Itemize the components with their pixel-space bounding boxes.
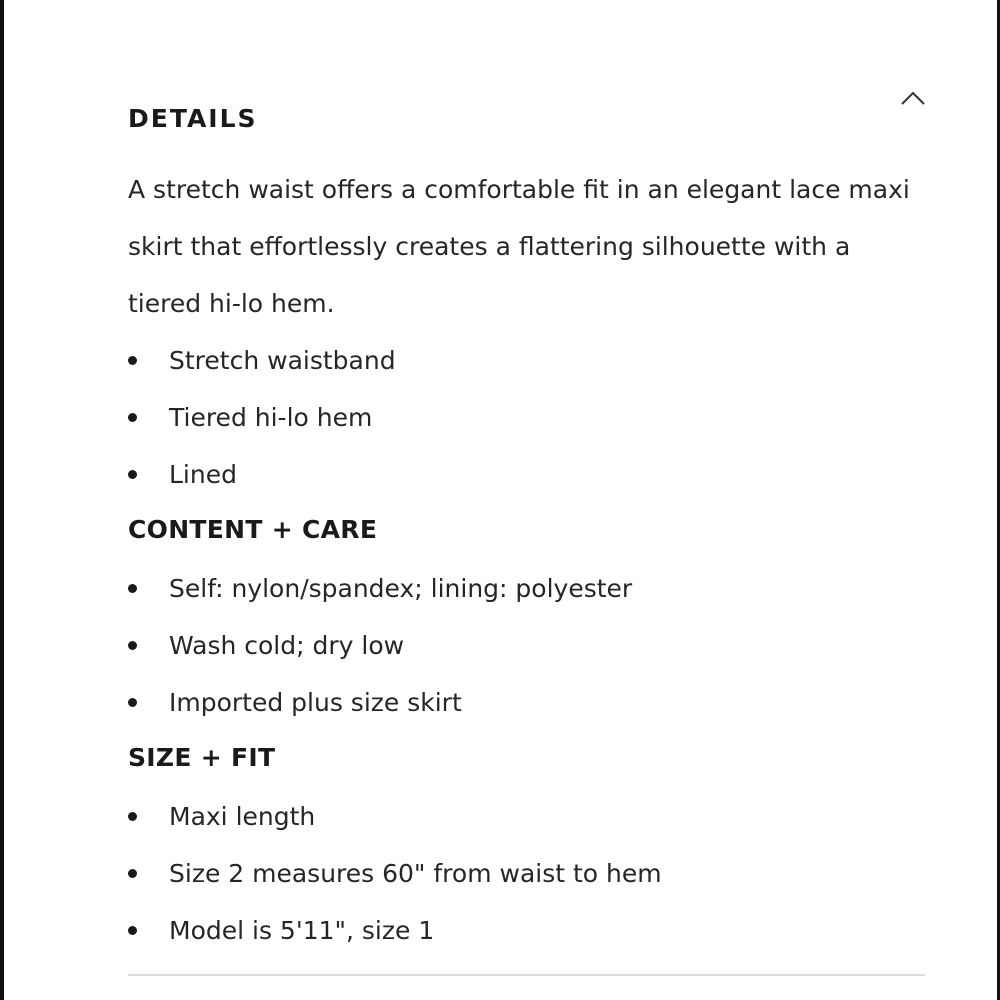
- chevron-up-icon: [898, 86, 928, 110]
- list-item-text: Maxi length: [169, 802, 316, 831]
- details-list: [128, 332, 918, 503]
- list-item: [128, 389, 918, 446]
- bullet-icon: [128, 869, 137, 878]
- list-item: [128, 560, 918, 617]
- product-details-panel: [128, 0, 928, 1000]
- collapse-details-button[interactable]: [898, 86, 928, 110]
- bullet-icon: [128, 926, 137, 935]
- list-item-text: Wash cold; dry low: [169, 631, 405, 660]
- list-item: [128, 788, 918, 845]
- list-item-text: Size 2 measures 60" from waist to hem: [169, 859, 662, 888]
- size-fit-list: [128, 788, 918, 959]
- size-fit-heading: SIZE + FIT: [128, 743, 276, 772]
- content-care-heading: CONTENT + CARE: [128, 515, 378, 544]
- list-item: [128, 446, 918, 503]
- left-frame-border: [0, 0, 4, 1000]
- list-item-text: Model is 5'11", size 1: [169, 916, 435, 945]
- list-item-text: Lined: [169, 460, 237, 489]
- product-description: A stretch waist offers a comfortable fit in an elegant lace maxi skirt that effortlessly creates a flattering silhouette with a tiered hi-lo hem.: [128, 175, 910, 318]
- bullet-icon: [128, 698, 137, 707]
- content-care-list: [128, 560, 918, 731]
- bullet-icon: [128, 812, 137, 821]
- bullet-icon: [128, 470, 137, 479]
- list-item: [128, 845, 918, 902]
- list-item: [128, 902, 918, 959]
- list-item-text: Self: nylon/spandex; lining: polyester: [169, 574, 633, 603]
- list-item: [128, 674, 918, 731]
- section-divider: [128, 974, 925, 976]
- bullet-icon: [128, 584, 137, 593]
- list-item-text: Stretch waistband: [169, 346, 396, 375]
- bullet-icon: [128, 641, 137, 650]
- list-item: [128, 617, 918, 674]
- details-heading: DETAILS: [128, 104, 258, 133]
- list-item-text: Tiered hi-lo hem: [169, 403, 373, 432]
- bullet-icon: [128, 356, 137, 365]
- list-item: [128, 332, 918, 389]
- list-item-text: Imported plus size skirt: [169, 688, 462, 717]
- bullet-icon: [128, 413, 137, 422]
